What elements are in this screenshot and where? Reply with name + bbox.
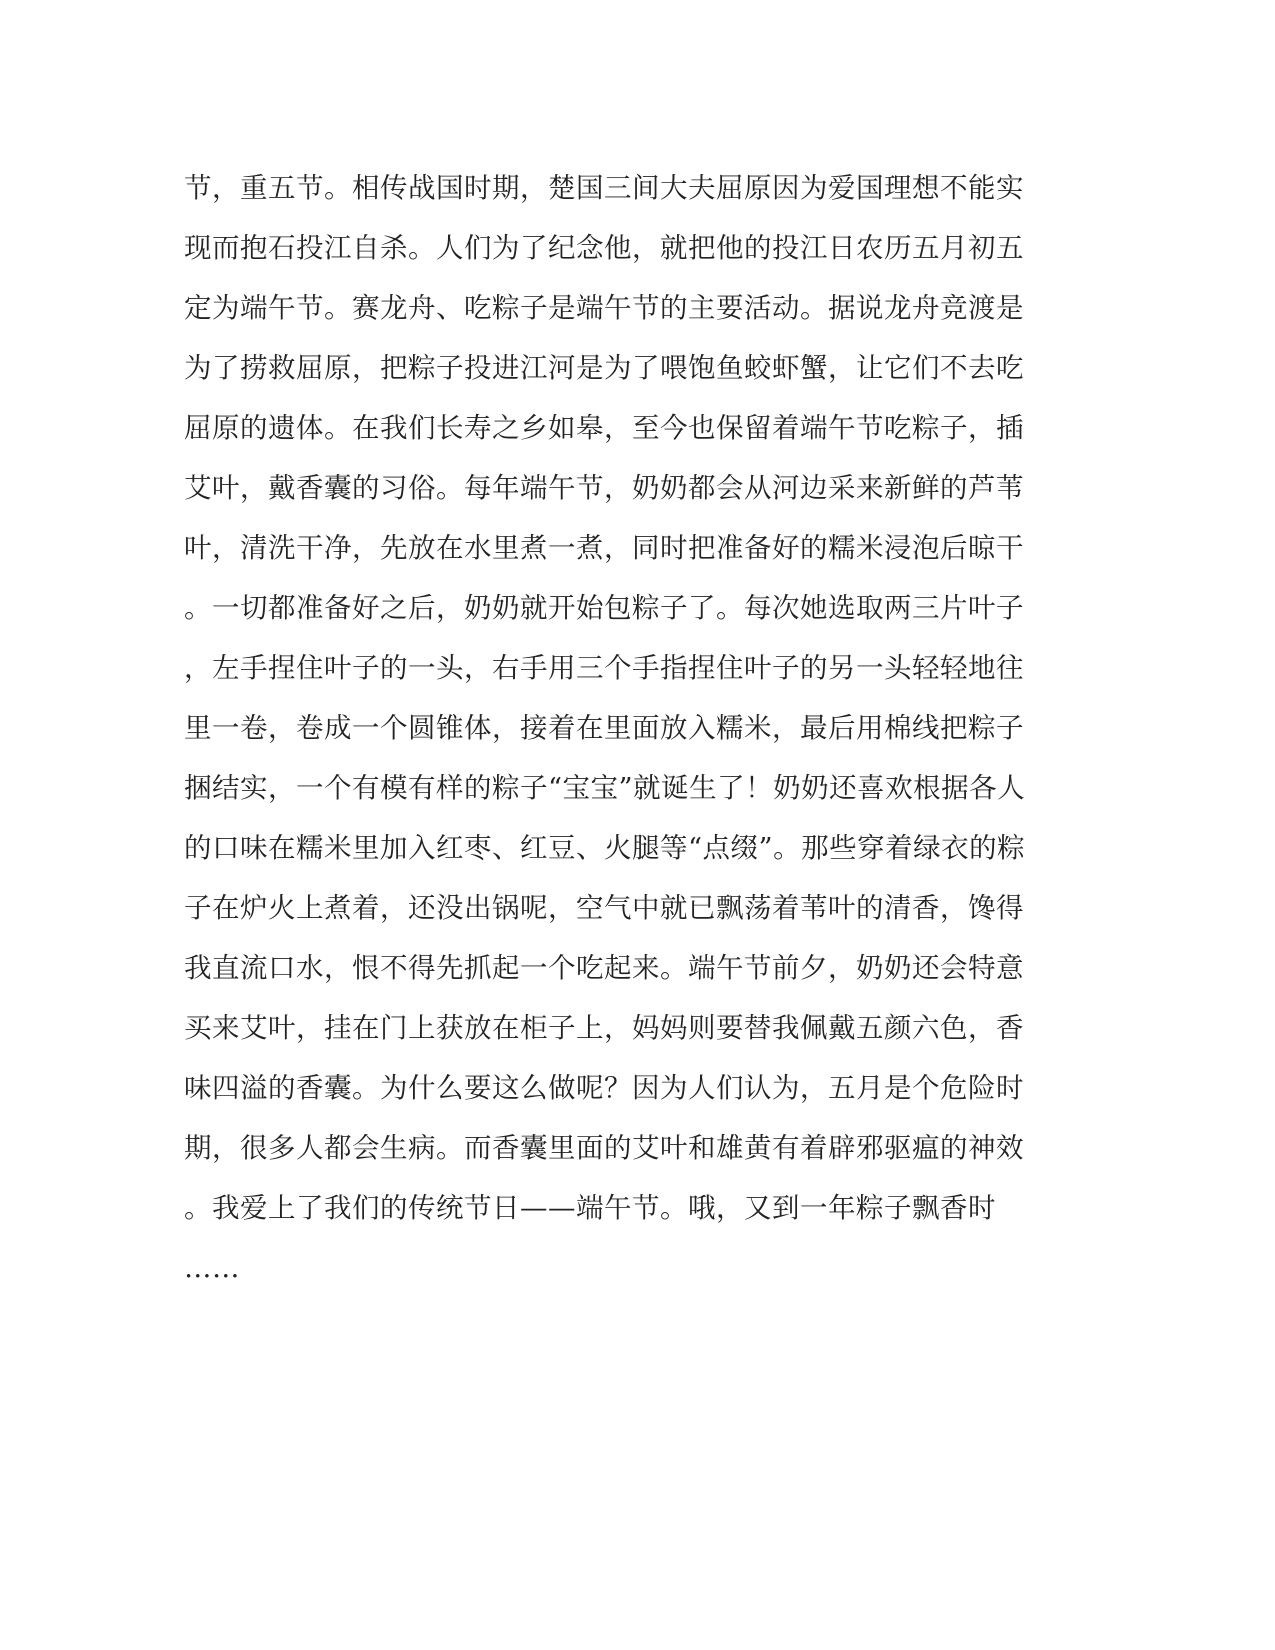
text-line: 期，很多人都会生病。而香囊里面的艾叶和雄黄有着辟邪驱瘟的神效	[184, 1132, 1024, 1164]
text-line: 买来艾叶，挂在门上获放在柜子上，妈妈则要替我佩戴五颜六色，香	[184, 1012, 1024, 1044]
text-line: 现而抱石投江自杀。人们为了纪念他，就把他的投江日农历五月初五	[184, 232, 1024, 264]
text-line: 定为端午节。赛龙舟、吃粽子是端午节的主要活动。据说龙舟竞渡是	[184, 292, 1024, 324]
body-text	[184, 158, 1044, 1298]
text-line: 屈原的遗体。在我们长寿之乡如皋，至今也保留着端午节吃粽子，插	[184, 412, 1024, 444]
text-line: 捆结实，一个有模有样的粽子“宝宝”就诞生了！奶奶还喜欢根据各人	[184, 772, 1026, 804]
text-line: 节，重五节。相传战国时期，楚国三间大夫屈原因为爱国理想不能实	[184, 172, 1024, 204]
text-line: 为了捞救屈原，把粽子投进江河是为了喂饱鱼蛟虾蟹，让它们不去吃	[184, 352, 1024, 384]
text-line: ，左手捏住叶子的一头，右手用三个手指捏住叶子的另一头轻轻地往	[184, 652, 1024, 684]
text-line: 叶，清洗干净，先放在水里煮一煮，同时把准备好的糯米浸泡后晾干	[184, 532, 1024, 564]
text-line: 子在炉火上煮着，还没出锅呢，空气中就已飘荡着苇叶的清香，馋得	[184, 892, 1024, 924]
text-line: 我直流口水，恨不得先抓起一个吃起来。端午节前夕，奶奶还会特意	[184, 952, 1024, 984]
text-line: 。一切都准备好之后，奶奶就开始包粽子了。每次她选取两三片叶子	[184, 592, 1024, 624]
text-line: 艾叶，戴香囊的习俗。每年端午节，奶奶都会从河边采来新鲜的芦苇	[184, 472, 1024, 504]
text-line-ellipsis: ……	[184, 1252, 240, 1284]
text-line: 的口味在糯米里加入红枣、红豆、火腿等“点缀”。那些穿着绿衣的粽	[184, 832, 1026, 864]
text-line: 味四溢的香囊。为什么要这么做呢？因为人们认为，五月是个危险时	[184, 1072, 1024, 1104]
text-line: 。我爱上了我们的传统节日——端午节。哦，又到一年粽子飘香时	[184, 1192, 996, 1224]
text-line: 里一卷，卷成一个圆锥体，接着在里面放入糯米，最后用棉线把粽子	[184, 712, 1024, 744]
